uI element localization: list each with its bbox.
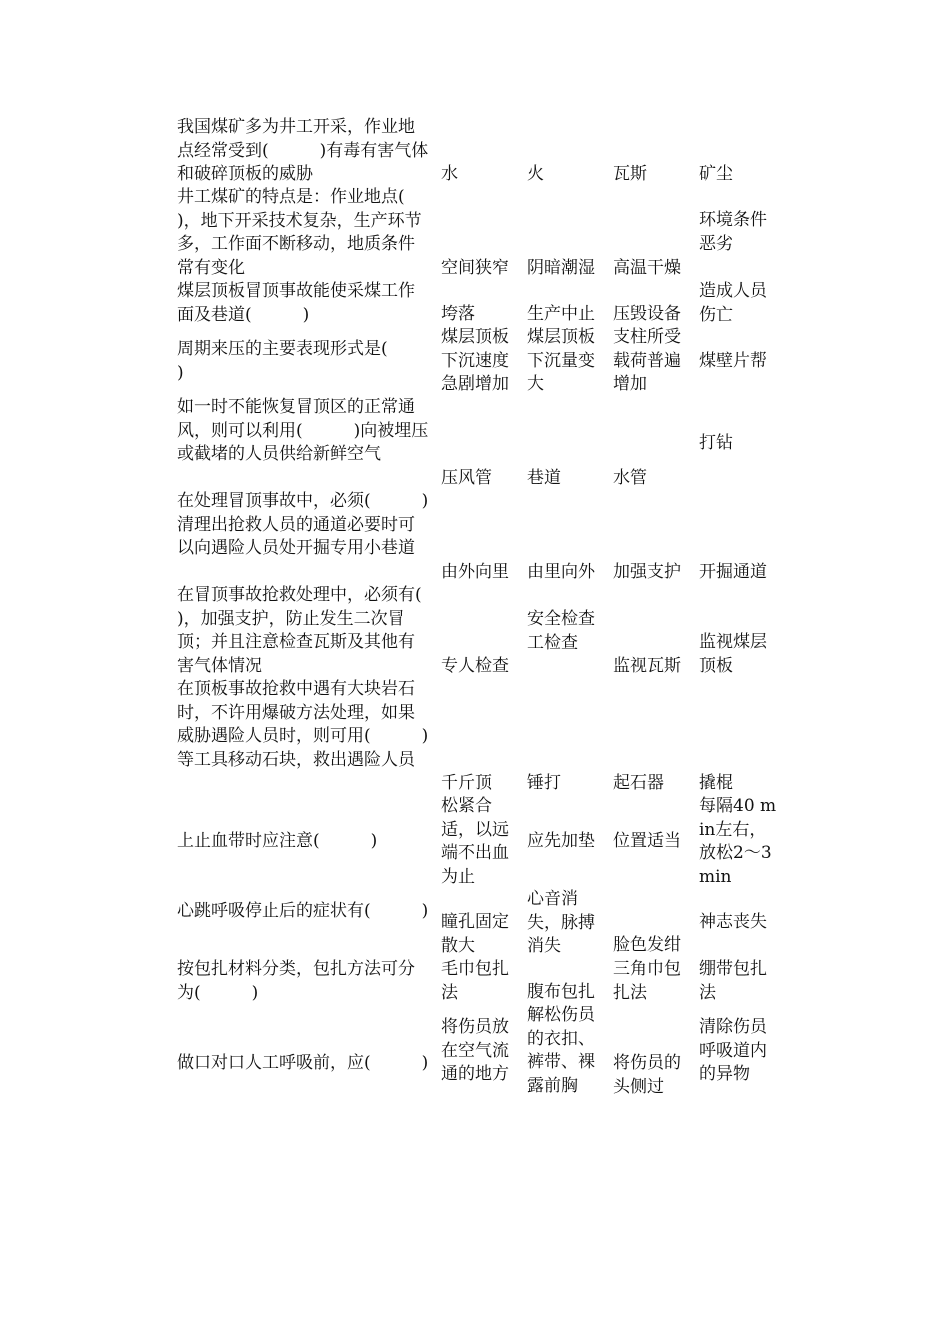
question-6-option-b: 由里向外 bbox=[527, 562, 595, 582]
question-12-option-a: 将伤员放在空气流通的地方 bbox=[441, 1017, 509, 1084]
question-5-option-a: 压风管 bbox=[441, 468, 492, 488]
question-3-stem: 煤层顶板冒顶事故能使采煤工作面及巷道( ) bbox=[177, 281, 415, 325]
question-4-option-c: 支柱所受载荷普遍增加 bbox=[613, 327, 681, 394]
question-11-option-b: 腹布包扎 bbox=[527, 982, 595, 1002]
question-2-stem: 井工煤矿的特点是：作业地点( )，地下开采技术复杂，生产环节多，工作面不断移动，地质条件常有变化 bbox=[177, 187, 456, 278]
question-1-option-a: 水 bbox=[441, 164, 458, 184]
question-2-option-c: 高温干燥 bbox=[613, 258, 681, 278]
question-1-option-d: 矿尘 bbox=[699, 164, 733, 184]
question-3-option-d: 造成人员伤亡 bbox=[699, 281, 767, 325]
question-10-option-a: 瞳孔固定散大 bbox=[441, 912, 509, 956]
question-7-option-c: 监视瓦斯 bbox=[613, 656, 681, 676]
question-8-option-d: 撬棍 bbox=[699, 773, 733, 793]
question-2-option-a: 空间狭窄 bbox=[441, 258, 509, 278]
question-3-option-b: 生产中止 bbox=[527, 304, 595, 324]
question-8-stem: 在顶板事故抢救中遇有大块岩石时，不许用爆破方法处理，如果威胁遇险人员时，则可用( )等工具移动石块，救出遇险人员 bbox=[177, 679, 429, 770]
question-6-option-d: 开掘通道 bbox=[699, 562, 767, 582]
question-11-option-c: 三角巾包扎法 bbox=[613, 959, 681, 1003]
question-9-option-a: 松紧合适，以远端不出血为止 bbox=[441, 796, 509, 887]
question-1-option-c: 瓦斯 bbox=[613, 164, 647, 184]
question-7-option-b: 安全检查工检查 bbox=[527, 609, 595, 653]
question-4-option-a: 煤层顶板下沉速度急剧增加 bbox=[441, 327, 509, 394]
question-10-option-b: 心音消失，脉搏消失 bbox=[527, 889, 595, 956]
question-10-option-c: 脸色发绀 bbox=[613, 935, 681, 955]
question-3-option-a: 垮落 bbox=[441, 304, 475, 324]
question-9-stem: 上止血带时应注意( ) bbox=[177, 831, 378, 851]
question-10-option-d: 神志丧失 bbox=[699, 912, 767, 932]
question-11-stem: 按包扎材料分类，包扎方法可分为( ) bbox=[177, 959, 415, 1003]
question-12-option-c: 将伤员的头侧过 bbox=[613, 1053, 681, 1097]
question-4-option-d: 煤壁片帮 bbox=[699, 351, 767, 371]
question-9-option-c: 位置适当 bbox=[613, 831, 681, 851]
question-11-option-a: 毛巾包扎法 bbox=[441, 959, 509, 1003]
question-9-option-b: 应先加垫 bbox=[527, 831, 595, 851]
question-4-option-b: 煤层顶板下沉量变大 bbox=[527, 327, 595, 394]
question-6-option-a: 由外向里 bbox=[441, 562, 509, 582]
question-8-option-a: 千斤顶 bbox=[441, 773, 492, 793]
question-4-stem: 周期来压的主要表现形式是( ) bbox=[177, 339, 439, 383]
question-7-option-a: 专人检查 bbox=[441, 656, 509, 676]
question-12-option-b: 解松伤员的衣扣、裤带、裸露前胸 bbox=[527, 1005, 595, 1096]
question-2-option-b: 阴暗潮湿 bbox=[527, 258, 595, 278]
question-7-option-d: 监视煤层顶板 bbox=[699, 632, 767, 676]
question-5-option-b: 巷道 bbox=[527, 468, 561, 488]
question-2-option-d: 环境条件恶劣 bbox=[699, 210, 767, 254]
question-12-stem: 做口对口人工呼吸前，应( ) bbox=[177, 1053, 429, 1073]
question-11-option-d: 绷带包扎法 bbox=[699, 959, 767, 1003]
question-5-option-d: 打钻 bbox=[699, 433, 733, 453]
question-12-option-d: 清除伤员呼吸道内的异物 bbox=[699, 1017, 767, 1084]
question-9-option-d: 每隔40 min左右，放松2～3 min bbox=[699, 796, 778, 887]
question-1-stem: 我国煤矿多为井工开采，作业地点经常受到( )有毒有害气体和破碎顶板的威胁 bbox=[177, 117, 429, 184]
question-6-option-c: 加强支护 bbox=[613, 562, 681, 582]
question-8-option-b: 锤打 bbox=[527, 773, 561, 793]
question-5-stem: 如一时不能恢复冒顶区的正常通风，则可以利用( )向被埋压或截堵的人员供给新鲜空气 bbox=[177, 397, 429, 464]
question-6-stem: 在处理冒顶事故中，必须( )清理出抢救人员的通道必要时可以向遇险人员处开掘专用小巷道 bbox=[177, 491, 429, 558]
question-5-option-c: 水管 bbox=[613, 468, 647, 488]
question-3-option-c: 压毁设备 bbox=[613, 304, 681, 324]
question-10-stem: 心跳呼吸停止后的症状有( ) bbox=[177, 901, 429, 921]
question-8-option-c: 起石器 bbox=[613, 773, 664, 793]
question-7-stem: 在冒顶事故抢救处理中，必须有( )，加强支护，防止发生二次冒顶；并且注意检查瓦斯及其他有害气体情况 bbox=[177, 585, 473, 676]
question-1-option-b: 火 bbox=[527, 164, 544, 184]
